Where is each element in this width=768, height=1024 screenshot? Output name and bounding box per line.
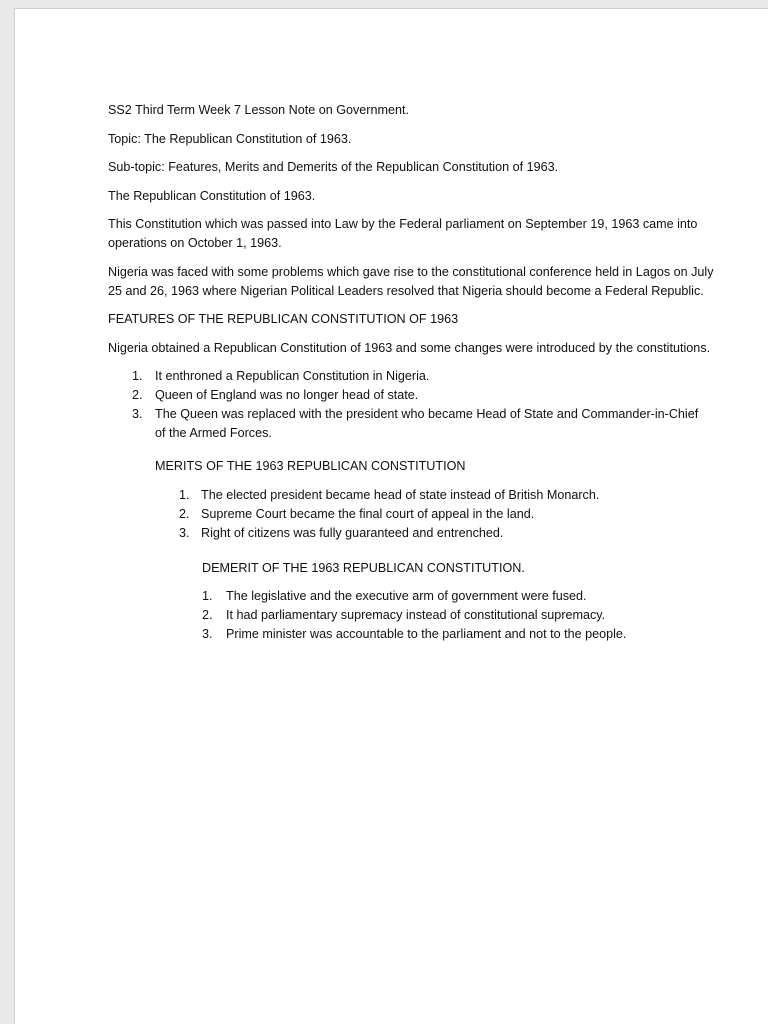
list-item xyxy=(202,587,728,606)
list-text: Right of citizens was fully guaranteed and entrenched. xyxy=(201,525,504,540)
list-item xyxy=(132,386,704,405)
demerits-section xyxy=(202,559,728,645)
topic-line: Topic: The Republican Constitution of 1963. xyxy=(108,131,352,146)
merits-heading: MERITS OF THE 1963 REPUBLICAN CONSTITUTION xyxy=(155,459,466,473)
merits-section xyxy=(155,457,728,543)
list-item xyxy=(132,367,704,386)
list-text: The elected president became head of state instead of British Monarch. xyxy=(201,487,600,502)
list-item xyxy=(179,505,728,524)
document-page xyxy=(14,8,768,1024)
list-text: Supreme Court became the final court of appeal in the land. xyxy=(201,506,535,521)
paragraph-1: This Constitution which was passed into Law by the Federal parliament on September 19, 1963 came into operations on October 1, 1963. xyxy=(108,217,698,250)
list-number: 2. xyxy=(202,608,213,622)
demerits-heading: DEMERIT OF THE 1963 REPUBLICAN CONSTITUTION. xyxy=(202,560,525,575)
list-number: 2. xyxy=(179,506,190,521)
list-text: It had parliamentary supremacy instead of constitutional supremacy. xyxy=(226,608,606,622)
subtopic-line: Sub-topic: Features, Merits and Demerits of the Republican Constitution of 1963. xyxy=(108,160,559,174)
list-number: 1. xyxy=(132,369,143,383)
list-text: It enthroned a Republican Constitution in Nigeria. xyxy=(155,369,430,383)
demerits-list xyxy=(202,587,728,644)
merits-list xyxy=(179,486,728,543)
list-text: Queen of England was no longer head of state. xyxy=(155,388,419,402)
list-number: 1. xyxy=(179,487,190,502)
section-heading: The Republican Constitution of 1963. xyxy=(108,188,316,203)
features-list xyxy=(132,367,704,443)
list-number: 3. xyxy=(132,407,143,421)
document-body xyxy=(108,101,728,644)
list-item xyxy=(202,606,728,625)
list-number: 2. xyxy=(132,388,143,402)
list-text: Prime minister was accountable to the parliament and not to the people. xyxy=(226,627,627,641)
list-item xyxy=(202,625,728,644)
list-number: 3. xyxy=(202,627,213,641)
list-text: The legislative and the executive arm of government were fused. xyxy=(226,589,587,603)
list-number: 3. xyxy=(179,525,190,540)
document-title: SS2 Third Term Week 7 Lesson Note on Government. xyxy=(108,103,410,117)
list-item xyxy=(132,405,704,443)
features-heading: FEATURES OF THE REPUBLICAN CONSTITUTION OF 1963 xyxy=(108,312,459,326)
paragraph-2: Nigeria was faced with some problems which gave rise to the constitutional conference held in Lagos on July 25 and 26, 1963 where Nigerian Political Leaders resolved that Nigeria should become a Federal Republic. xyxy=(108,264,714,298)
list-item xyxy=(179,486,728,505)
list-text: The Queen was replaced with the president who became Head of State and Commander-in-Chief of the Armed Forces. xyxy=(155,407,699,440)
list-item xyxy=(179,524,728,543)
list-number: 1. xyxy=(202,589,213,603)
features-intro: Nigeria obtained a Republican Constitution of 1963 and some changes were introduced by the constitutions. xyxy=(108,340,711,355)
